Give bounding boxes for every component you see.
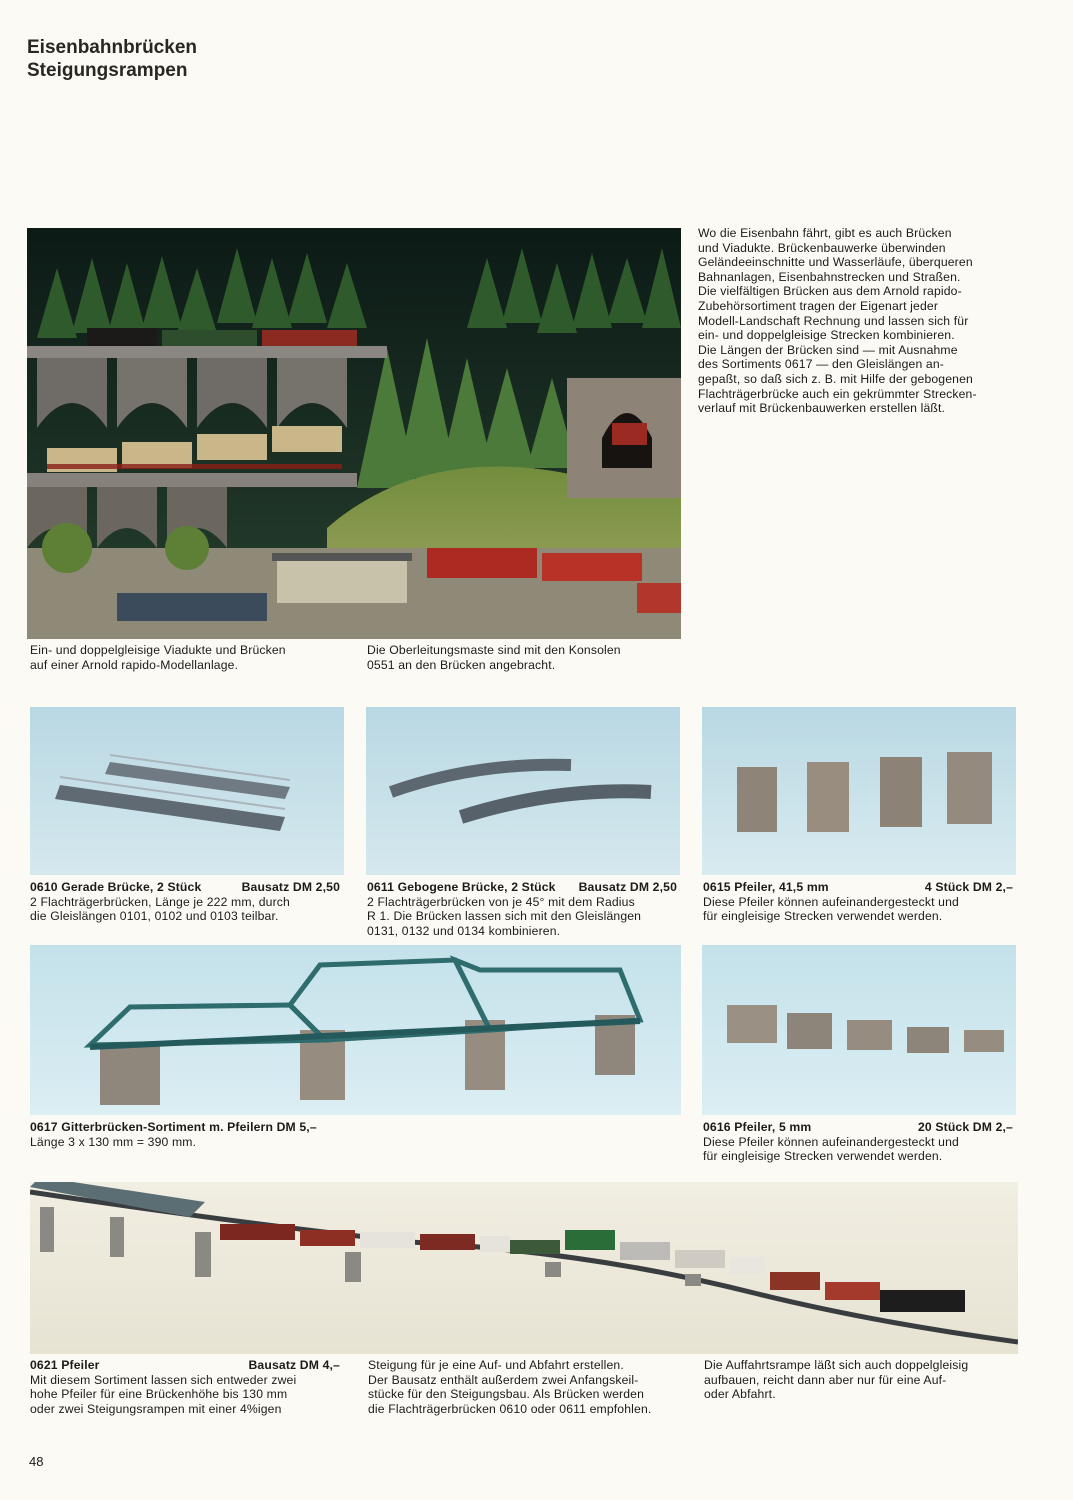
product-0617-title: 0617 Gitterbrücken-Sortiment m. Pfeilern DM 5,–	[30, 1120, 317, 1134]
product-0621-price: Bausatz DM 4,–	[248, 1358, 340, 1372]
pillars-5mm-image	[702, 945, 1016, 1115]
ramp-train-image	[30, 1182, 1018, 1354]
product-0617-photo	[30, 945, 681, 1115]
main-photo-caption-right: Die Oberleitungsmaste sind mit den Konsolen 0551 an den Brücken angebracht.	[367, 643, 621, 672]
product-0616-price: 20 Stück DM 2,–	[917, 1120, 1013, 1134]
product-0610-text: 2 Flachträgerbrücken, Länge je 222 mm, durch die Gleislängen 0101, 0102 und 0103 teilbar.	[30, 894, 290, 924]
product-0610-title: 0610 Gerade Brücke, 2 Stück	[30, 880, 202, 894]
product-0621-photo	[30, 1182, 1018, 1354]
product-0617-text: Länge 3 x 130 mm = 390 mm.	[30, 1134, 197, 1149]
model-railway-layout-image	[27, 228, 681, 639]
title-line-2: Steigungsrampen	[27, 60, 188, 81]
product-0610-caption	[30, 880, 340, 924]
lattice-bridge-image	[30, 945, 681, 1115]
main-layout-photo	[27, 228, 681, 639]
straight-bridge-image	[30, 707, 344, 875]
product-0616-photo	[702, 945, 1016, 1115]
product-0616-text: Diese Pfeiler können aufeinandergesteckt und für eingleisige Strecken verwendet werden.	[703, 1134, 959, 1164]
product-0615-caption	[703, 880, 1013, 924]
product-0611-price: Bausatz DM 2,50	[578, 880, 677, 894]
product-0615-price: 4 Stück DM 2,–	[924, 880, 1013, 894]
product-0615-photo	[702, 707, 1016, 875]
product-0611-photo	[366, 707, 680, 875]
pillars-41mm-image	[702, 707, 1016, 875]
product-0616-title: 0616 Pfeiler, 5 mm	[703, 1120, 812, 1134]
product-0610-photo	[30, 707, 344, 875]
product-0611-caption	[367, 880, 677, 938]
product-0617-caption	[30, 1120, 360, 1149]
curved-bridge-image	[366, 707, 680, 875]
product-0616-caption	[703, 1120, 1013, 1164]
intro-text: Wo die Eisenbahn fährt, gibt es auch Brücken und Viadukte. Brückenbauwerke überwinden Geländeeinschnitte und Wasserläufe, überqueren Bahnanlagen, Eisenbahnstrecken und Straßen. Die vielfältigen Brücken aus dem Arnold rapido- Zubehörsortiment tragen der Eigenart jeder Modell-Landschaft Rechnung und lassen sich für ein- und doppelgleisige Strecken kombinieren. Die Längen der Brücken sind — mit Ausnahme des Sortiments 0617 — den Gleislängen an- gepaßt, so daß sich z. B. mit Hilfe der gebogenen Flachträgerbrücke auch ein gekrümmter Strecken- verlauf mit Brückenbauwerken erstellen läßt.	[698, 226, 977, 416]
product-0621-title: 0621 Pfeiler	[30, 1358, 100, 1372]
product-0611-text: 2 Flachträgerbrücken von je 45° mit dem Radius R 1. Die Brücken lassen sich mit den Gleislängen 0131, 0132 und 0134 kombinieren.	[367, 894, 642, 938]
title-line-1: Eisenbahnbrücken	[27, 37, 197, 58]
product-0611-title: 0611 Gebogene Brücke, 2 Stück	[367, 880, 556, 894]
product-0621-text-col2: Steigung für je eine Auf- und Abfahrt erstellen. Der Bausatz enthält außerdem zwei Anfangskeil- stücke für den Steigungsbau. Als Brücken werden die Flachträgerbrücken 0610 oder 0611 empfohlen.	[368, 1358, 652, 1416]
page-number: 48	[29, 1454, 44, 1469]
main-photo-caption-left: Ein- und doppelgleisige Viadukte und Brücken auf einer Arnold rapido-Modellanlage.	[30, 643, 286, 672]
product-0621-caption	[30, 1358, 340, 1416]
product-0615-text: Diese Pfeiler können aufeinandergesteckt und für eingleisige Strecken verwendet werden.	[703, 894, 959, 924]
page-title	[27, 36, 197, 82]
product-0615-title: 0615 Pfeiler, 41,5 mm	[703, 880, 829, 894]
product-0621-text-col1: Mit diesem Sortiment lassen sich entweder zwei hohe Pfeiler für eine Brückenhöhe bis 130 mm oder zwei Steigungsrampen mit einer 4%igen	[30, 1372, 297, 1416]
product-0610-price: Bausatz DM 2,50	[241, 880, 340, 894]
product-0621-text-col3: Die Auffahrtsrampe läßt sich auch doppelgleisig aufbauen, reicht dann aber nur für eine Auf- oder Abfahrt.	[704, 1358, 969, 1402]
